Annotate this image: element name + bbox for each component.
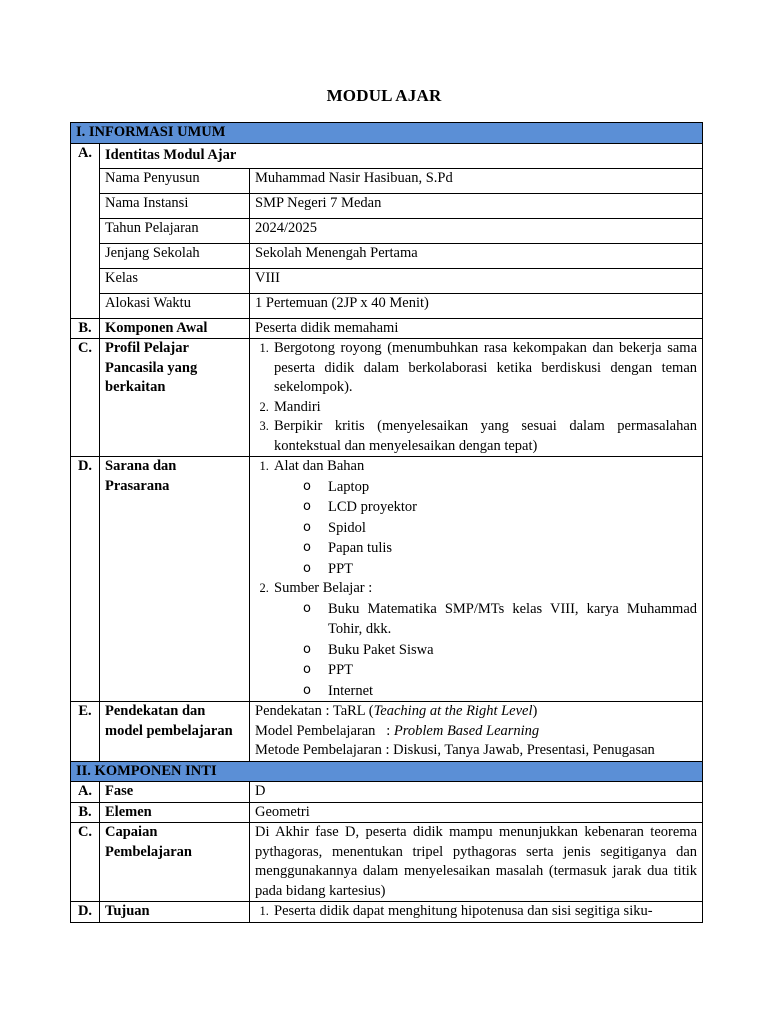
pendekatan-suffix: ) (532, 703, 538, 719)
row-label: Komponen Awal (100, 318, 250, 339)
sarana-group (272, 457, 697, 579)
identitas-label: Identitas Modul Ajar (100, 143, 703, 168)
profil-list (255, 339, 697, 456)
identitas-row (71, 218, 703, 243)
list-item: o Papan tulis (326, 538, 697, 559)
model-line (255, 722, 697, 742)
model-italic: Problem Based Learning (393, 722, 540, 739)
group-title: Sumber Belajar : (274, 580, 373, 596)
row-value: Peserta didik memahami (250, 318, 703, 339)
tujuan-list (255, 902, 697, 921)
row-letter: B. (71, 802, 100, 823)
identitas-row (71, 293, 703, 318)
row-value (250, 702, 703, 762)
row-label: Sarana dan Prasarana (100, 457, 250, 702)
modul-table (70, 122, 703, 923)
list-item: o PPT (326, 660, 697, 681)
pendekatan-italic: Teaching at the Right Level (373, 703, 533, 719)
identitas-key: Nama Penyusun (100, 168, 250, 193)
identitas-key: Nama Instansi (100, 193, 250, 218)
list-item: o Laptop (326, 477, 697, 498)
row-letter: C. (71, 339, 100, 457)
row-value: D (250, 782, 703, 803)
row-fase (71, 782, 703, 803)
identitas-key: Tahun Pelajaran (100, 218, 250, 243)
list-item: o Buku Paket Siswa (326, 640, 697, 661)
list-item: o PPT (326, 559, 697, 580)
identitas-value: SMP Negeri 7 Medan (250, 193, 703, 218)
row-value (250, 902, 703, 923)
row-value: Geometri (250, 802, 703, 823)
pendekatan-prefix: Pendekatan : TaRL ( (255, 703, 374, 719)
row-sarana (71, 457, 703, 702)
bullet-list (274, 477, 697, 580)
identitas-key: Jenjang Sekolah (100, 243, 250, 268)
row-label: Capaian Pembelajaran (100, 823, 250, 902)
row-letter: B. (71, 318, 100, 339)
identitas-key: Kelas (100, 268, 250, 293)
row-letter: A. (71, 782, 100, 803)
row-komponen-awal (71, 318, 703, 339)
section-heading-text: I. INFORMASI UMUM (71, 123, 703, 144)
identitas-value: Sekolah Menengah Pertama (250, 243, 703, 268)
list-item: 1. Peserta didik dapat menghitung hipotenusa dan sisi segitiga siku- (272, 902, 697, 921)
row-letter: A. (71, 143, 100, 318)
row-label: Tujuan (100, 902, 250, 923)
section-heading-informasi-umum (71, 123, 703, 144)
list-item: 2. Mandiri (272, 398, 697, 418)
section-heading-text: II. KOMPONEN INTI (71, 761, 703, 782)
section-heading-komponen-inti (71, 761, 703, 782)
list-item: o LCD proyektor (326, 497, 697, 518)
sarana-list (255, 457, 697, 701)
row-value: Di Akhir fase D, peserta didik mampu menunjukkan kebenaran teorema pythagoras, menentukan tripel pythagoras serta jenis segitiganya dan menggunakannya dalam menyelesaikan masalah (termasuk jarak dua titik pada bidang kartesius) (250, 823, 703, 902)
list-item: o Buku Matematika SMP/MTs kelas VIII, karya Muhammad Tohir, dkk. (326, 599, 697, 640)
list-item: 3. Berpikir kritis (menyelesaikan yang sesuai dalam permasalahan kontekstual dan menyelesaikan dengan tepat) (272, 417, 697, 456)
row-value (250, 339, 703, 457)
pendekatan-line (255, 702, 697, 722)
row-capaian (71, 823, 703, 902)
row-letter: E. (71, 702, 100, 762)
identitas-value: VIII (250, 268, 703, 293)
bullet-list (274, 599, 697, 702)
identitas-value: Muhammad Nasir Hasibuan, S.Pd (250, 168, 703, 193)
row-label: Pendekatan dan model pembelajaran (100, 702, 250, 762)
row-profil-pelajar (71, 339, 703, 457)
identitas-value: 1 Pertemuan (2JP x 40 Menit) (250, 293, 703, 318)
identitas-row (71, 168, 703, 193)
identitas-value: 2024/2025 (250, 218, 703, 243)
model-prefix: Model Pembelajaran : (255, 722, 394, 739)
list-item: 1. Bergotong royong (menumbuhkan rasa kekompakan dan bekerja sama peserta didik dalam berkolaborasi ketika berdiskusi dengan teman sekelompok). (272, 339, 697, 398)
tujuan-cut (255, 902, 697, 921)
identitas-key: Alokasi Waktu (100, 293, 250, 318)
row-letter: D. (71, 457, 100, 702)
row-value (250, 457, 703, 702)
row-label: Profil Pelajar Pancasila yang berkaitan (100, 339, 250, 457)
metode-line: Metode Pembelajaran : Diskusi, Tanya Jawab, Presentasi, Penugasan (255, 742, 655, 758)
sarana-group (272, 579, 697, 701)
group-title: Alat dan Bahan (274, 458, 365, 474)
row-pendekatan (71, 702, 703, 762)
row-tujuan (71, 902, 703, 923)
row-label: Elemen (100, 802, 250, 823)
list-item: o Internet (326, 681, 697, 702)
identitas-row (71, 193, 703, 218)
list-item: o Spidol (326, 518, 697, 539)
identitas-row (71, 243, 703, 268)
row-elemen (71, 802, 703, 823)
row-letter: C. (71, 823, 100, 902)
row-letter: D. (71, 902, 100, 923)
document-title: MODUL AJAR (326, 86, 442, 105)
identitas-row (71, 268, 703, 293)
row-identitas (71, 143, 703, 168)
row-label: Fase (100, 782, 250, 803)
